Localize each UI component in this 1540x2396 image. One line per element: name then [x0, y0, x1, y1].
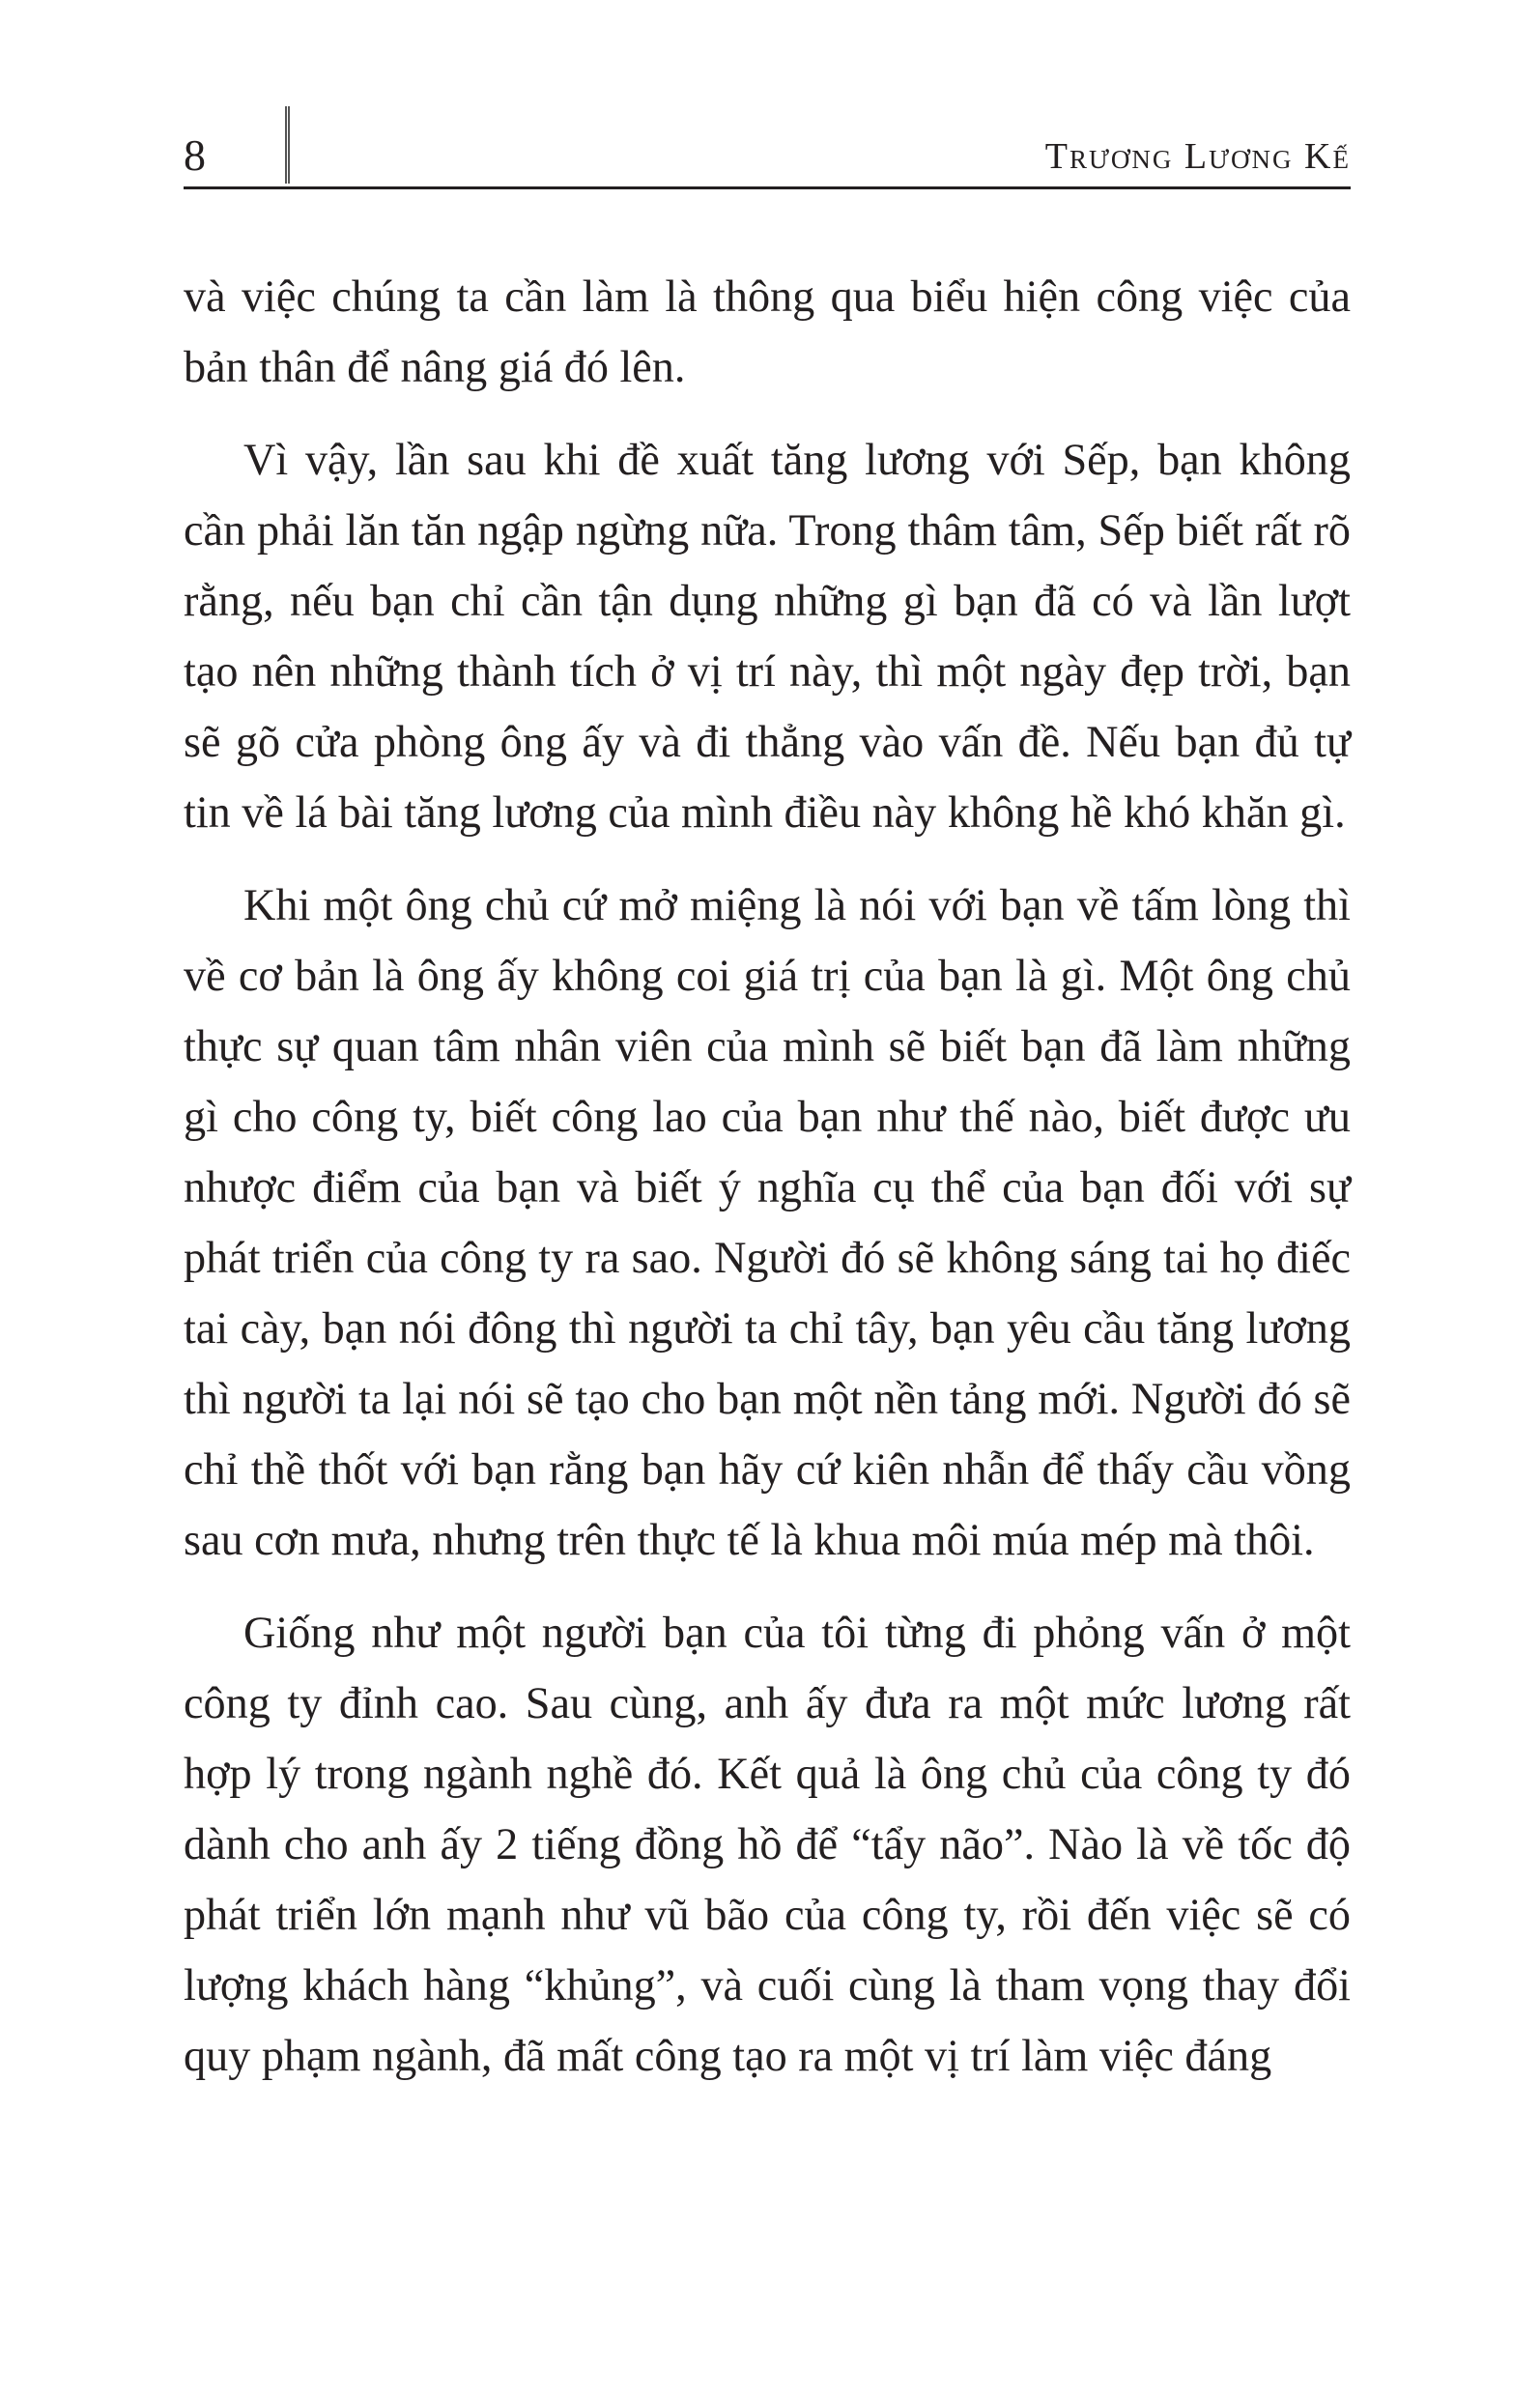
paragraph: Khi một ông chủ cứ mở miệng là nói với bạn về tấm lòng thì về cơ bản là ông ấy không coi giá trị của bạn là gì. Một ông chủ thực sự quan tâm nhân viên của mình sẽ biết bạn đã làm những gì cho công ty, biết công lao của bạn như thế nào, biết được ưu nhược điểm của bạn và biết ý nghĩa cụ thể của bạn đối với sự phát triển của công ty ra sao. Người đó sẽ không sáng tai họ điếc tai cày, bạn nói đông thì người ta chỉ tây, bạn yêu cầu tăng lương thì người ta lại nói sẽ tạo cho bạn một nền tảng mới. Người đó sẽ chỉ thề thốt với bạn rằng bạn hãy cứ kiên nhẫn để thấy cầu vồng sau cơn mưa, nhưng trên thực tế là khua môi múa mép mà thôi.: [184, 880, 1351, 1564]
running-head-author: Trương Lương Kế: [1044, 136, 1351, 177]
header-divider: [285, 106, 290, 184]
body-text: [184, 261, 1351, 2113]
page-number: 8: [184, 130, 206, 180]
paragraph: và việc chúng ta cần làm là thông qua biểu hiện công việc của bản thân để nâng giá đó lên.: [184, 271, 1351, 391]
paragraph: Vì vậy, lần sau khi đề xuất tăng lương với Sếp, bạn không cần phải lăn tăn ngập ngừng nữa. Trong thâm tâm, Sếp biết rất rõ rằng, nếu bạn chỉ cần tận dụng những gì bạn đã có và lần lượt tạo nên những thành tích ở vị trí này, thì một ngày đẹp trời, bạn sẽ gõ cửa phòng ông ấy và đi thẳng vào vấn đề. Nếu bạn đủ tự tin về lá bài tăng lương của mình điều này không hề khó khăn gì.: [184, 435, 1351, 837]
paragraph: Giống như một người bạn của tôi từng đi phỏng vấn ở một công ty đỉnh cao. Sau cùng, anh ấy đưa ra một mức lương rất hợp lý trong ngành nghề đó. Kết quả là ông chủ của công ty đó dành cho anh ấy 2 tiếng đồng hồ để “tẩy não”. Nào là về tốc độ phát triển lớn mạnh như vũ bão của công ty, rồi đến việc sẽ có lượng khách hàng “khủng”, và cuối cùng là tham vọng thay đổi quy phạm ngành, đã mất công tạo ra một vị trí làm việc đáng: [184, 1608, 1351, 2080]
header-rule: [184, 186, 1351, 189]
